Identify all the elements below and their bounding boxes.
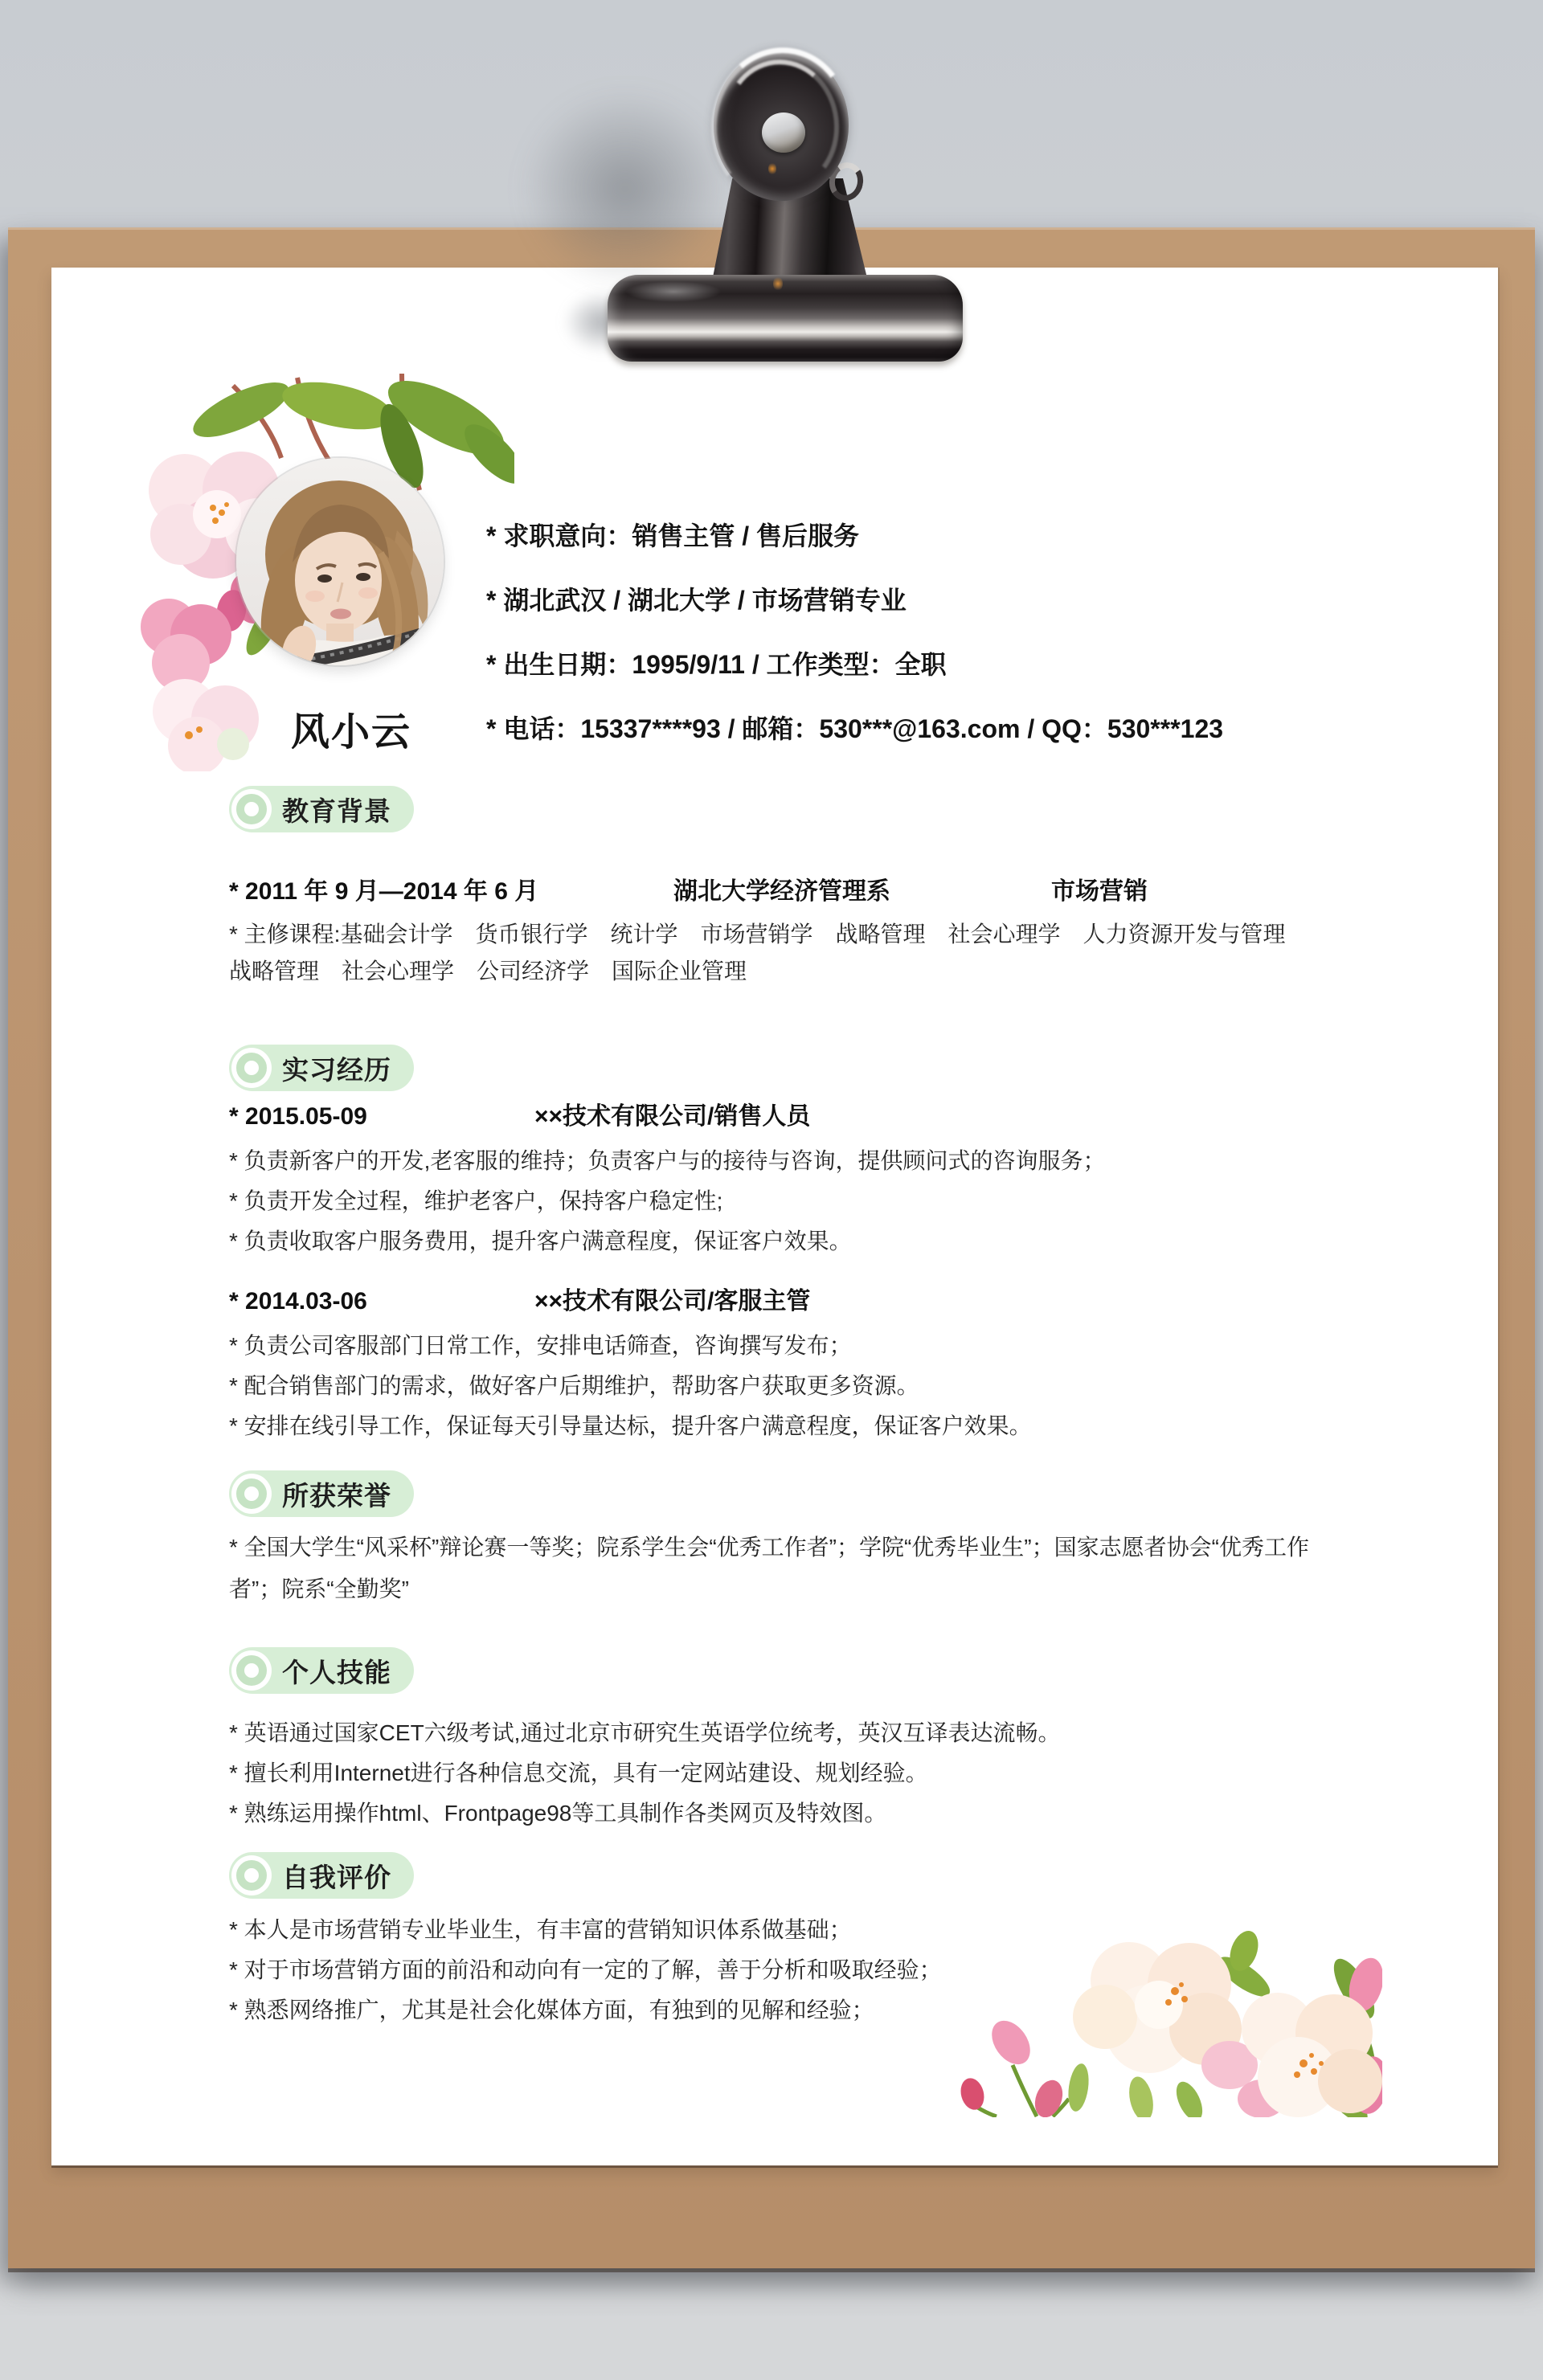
section-ring-icon — [231, 1650, 272, 1691]
section-header-education — [229, 786, 414, 832]
section-ring-icon — [231, 1474, 272, 1514]
profile-info-block — [486, 518, 1298, 775]
profile-info-line: * 电话：15337****93 / 邮箱：530***@163.com / QQ：530***123 — [486, 714, 1224, 743]
resume-body — [229, 786, 1316, 2030]
section-ring-icon — [231, 789, 272, 829]
job-period: * 2014.03-06 — [229, 1288, 367, 1315]
profile-info-line: * 出生日期：1995/9/11 / 工作类型：全职 — [486, 650, 947, 679]
honors-text: * 全国大学生“风采杯”辩论赛一等奖；院系学生会“优秀工作者”；学院“优秀毕业生”；国家志愿者协会“优秀工作者”；院系“全勤奖” — [229, 1535, 1309, 1601]
job-bullet: * 配合销售部门的需求，做好客户后期维护，帮助客户获取更多资源。 — [229, 1373, 919, 1398]
profile-info-line: * 湖北武汉 / 湖北大学 / 市场营销专业 — [486, 586, 907, 615]
section-header-experience — [229, 1045, 414, 1091]
section-header-honors — [229, 1470, 414, 1517]
self-evaluation-bullets — [229, 1910, 1316, 2030]
skill-bullet: * 擅长利用Internet进行各种信息交流，具有一定网站建设、规划经验。 — [229, 1760, 928, 1785]
job-title: ××技术有限公司/客服主管 — [534, 1288, 811, 1315]
job-title: ××技术有限公司/销售人员 — [534, 1103, 811, 1130]
job-bullets — [229, 1141, 1316, 1262]
profile-info-line: * 求职意向：销售主管 / 售后服务 — [486, 521, 860, 550]
education-school: 湖北大学经济管理系 — [673, 878, 890, 905]
section-title: 个人技能 — [282, 1657, 391, 1687]
education-courses-line: * 主修课程:基础会计学 货币银行学 统计学 市场营销学 战略管理 社会心理学 人力资源开发与管理 — [229, 922, 1286, 947]
job-header — [229, 1099, 1316, 1135]
skills-bullets — [229, 1713, 1316, 1834]
section-title: 教育背景 — [282, 795, 391, 826]
self-evaluation-bullet: * 本人是市场营销专业毕业生，有丰富的营销知识体系做基础； — [229, 1917, 852, 1942]
job-bullet: * 安排在线引导工作，保证每天引导量达标，提升客户满意程度，保证客户效果。 — [229, 1413, 1032, 1438]
job-bullets — [229, 1326, 1316, 1446]
binder-clip-hole — [762, 112, 805, 153]
job-bullet: * 负责收取客户服务费用，提升客户满意程度，保证客户效果。 — [229, 1229, 852, 1253]
job-bullet: * 负责开发全过程，维护老客户，保持客户稳定性; — [229, 1188, 723, 1213]
binder-clip-bar — [608, 275, 963, 362]
education-period: * 2011 年 9 月—2014 年 6 月 — [229, 878, 539, 905]
skill-bullet: * 英语通过国家CET六级考试,通过北京市研究生英语学位统考，英汉互译表达流畅。 — [229, 1720, 1061, 1745]
candidate-name: 风小云 — [291, 711, 412, 754]
job-bullet: * 负责新客户的开发,老客服的维持；负责客户与的接待与咨询，提供顾问式的咨询服务； — [229, 1148, 1106, 1173]
portrait-illustration — [236, 458, 444, 665]
skill-bullet: * 熟练运用操作html、Frontpage98等工具制作各类网页及特效图。 — [229, 1801, 887, 1826]
education-courses-line: 战略管理 社会心理学 公司经济学 国际企业管理 — [229, 959, 747, 983]
section-header-self-evaluation — [229, 1852, 414, 1899]
clip-shadow — [521, 88, 730, 289]
job-header — [229, 1284, 1316, 1319]
job-period: * 2015.05-09 — [229, 1103, 367, 1130]
job-bullet: * 负责公司客服部门日常工作，安排电话筛查，咨询撰写发布； — [229, 1333, 852, 1358]
self-evaluation-bullet: * 熟悉网络推广，尤其是社会化媒体方面，有独到的见解和经验； — [229, 1998, 874, 2022]
education-row — [229, 874, 1316, 910]
section-header-skills — [229, 1647, 414, 1694]
section-ring-icon — [231, 1048, 272, 1088]
self-evaluation-bullet: * 对于市场营销方面的前沿和动向有一定的了解，善于分析和吸取经验； — [229, 1957, 942, 1982]
section-title: 自我评价 — [282, 1862, 391, 1892]
clip-glint — [768, 162, 776, 175]
profile-photo — [236, 458, 444, 665]
section-ring-icon — [231, 1855, 272, 1895]
clip-glint — [773, 276, 783, 291]
education-major: 市场营销 — [1051, 878, 1148, 905]
section-title: 所获荣誉 — [282, 1480, 391, 1511]
section-title: 实习经历 — [282, 1054, 391, 1085]
